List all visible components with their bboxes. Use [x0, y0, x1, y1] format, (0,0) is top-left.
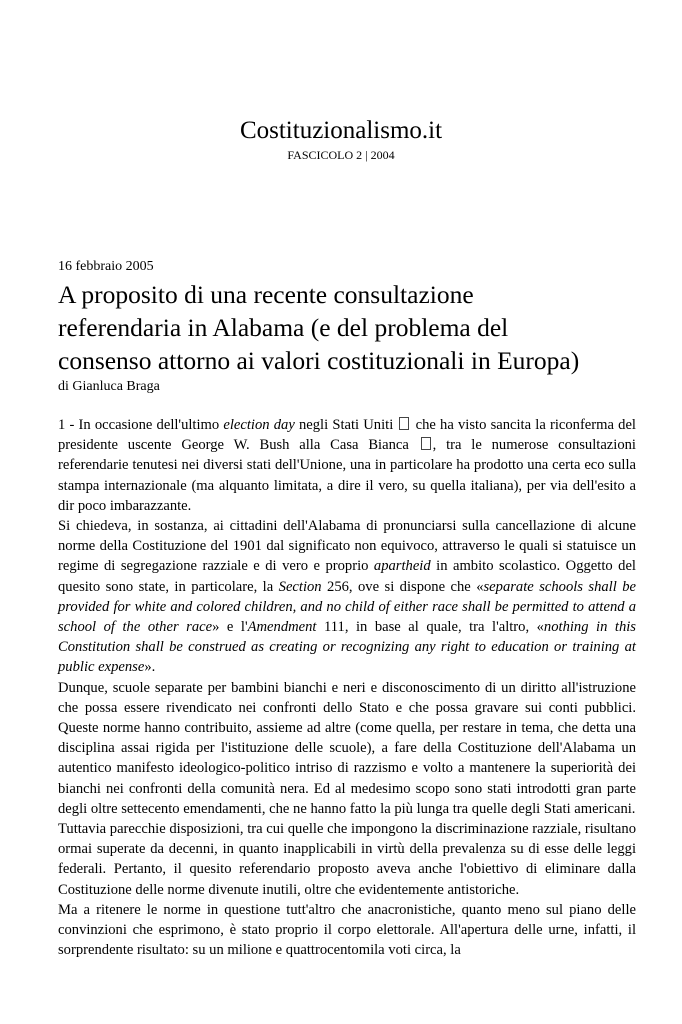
text-run: Si chiedeva, in sostanza, ai cittadini dell'Alabama di pronunciarsi sulla cancellazione di alcune norme della Costituzione del 1901 dal significato non equivoco, attraverso le quali si statuisce un regime di segregazione razziale e di vero e proprio [58, 518, 636, 575]
missing-glyph-icon [399, 417, 409, 430]
italic-term: apartheid [373, 558, 431, 575]
text-run: che ha visto sancita la riconferma del presidente uscente George W. Bush alla Casa Bianca [58, 417, 636, 454]
article [58, 258, 636, 960]
title-line: referendaria in Alabama (e del problema del [58, 313, 509, 342]
byline: di Gianluca Braga [58, 379, 160, 394]
italic-quote: separate schools shall be provided for white and colored children, and no child of either race shall be permitted to attend a school of the other race [58, 578, 636, 636]
text-run: 256, ove si dispone che « [321, 578, 484, 595]
text-run: in ambito scolastico. Oggetto del quesito sono state, in particolare, la [58, 558, 636, 595]
text-run: 111, in base al quale, tra l'altro, « [316, 619, 544, 636]
missing-glyph-icon [421, 437, 431, 450]
text-run: ». [144, 659, 156, 676]
italic-term: election day [223, 417, 295, 433]
title-line: consenso attorno ai valori costituzionali in Europa) [58, 346, 580, 375]
italic-term: Amendment [247, 619, 317, 636]
paragraph-5: Ma a ritenere le norme in questione tutt'altro che anacronistiche, quanto meno sul piano delle convinzioni che esprimono, è stato proprio il corpo elettorale. All'apertura delle urne, infatti, il sorprendente risultato: su un milione e quattrocentomila voti circa, la [58, 901, 636, 959]
paragraph-2 [58, 516, 636, 678]
text-run: negli Stati Uniti [294, 417, 398, 433]
article-title [58, 278, 636, 377]
paragraph-1 [58, 415, 636, 516]
italic-term: Section [278, 578, 322, 595]
paragraph-3: Dunque, scuole separate per bambini bianchi e neri e disconoscimento di un diritto all'istruzione che possa essere rivendicato nei confronti dello Stato e che possa gravare sui conti pubblici. Queste norme hanno contribuito, assieme ad altre (come quella, per restare in tema, che detta una disciplina assai rigida per l'istituzione delle scuole), a fare della Costituzione dell'Alabama un autentico manifesto ideologico-politico intriso di razzismo e volto a mantenere la superiorità dei bianchi nei confronti della comunità nera. Ed al medesimo scopo sono stati introdotti gran parte degli oltre settecento emendamenti, che ne hanno fatto la più lunga tra quelle degli Stati americani. [58, 679, 636, 817]
article-body [58, 415, 636, 960]
text-run: , tra le numerose consultazioni referendarie tenutesi nei diversi stati dell'Unione, una in particolare ha prodotto una certa eco sulla stampa internazionale (ma alquanto limitata, a dire il vero, su quella italiana), per via dell'esito a dir poco imbarazzante. [58, 437, 636, 514]
text-run: » e l' [212, 619, 248, 636]
article-date: 16 febbraio 2005 [58, 259, 154, 274]
journal-title: Costituzionalismo.it [239, 117, 443, 144]
paragraph-4: Tuttavia parecchie disposizioni, tra cui quelle che impongono la discriminazione razziale, risultano ormai superate da decenni, in quanto inapplicabili in virtù della prevalenza su di esse delle leggi federali. Pertanto, il quesito referendario proposto aveva anche l'obiettivo di eliminare dalla Costituzione delle norme divenute inutili, oltre che evidentemente antistoriche. [58, 821, 636, 898]
title-line: A proposito di una recente consultazione [58, 280, 474, 309]
text-run: 1 - In occasione dell'ultimo [58, 417, 224, 433]
masthead [0, 116, 682, 162]
italic-quote: nothing in this Constitution shall be construed as creating or recognizing any right to education or training at public expense [58, 619, 636, 676]
issue-label: FASCICOLO 2 | 2004 [287, 148, 395, 162]
